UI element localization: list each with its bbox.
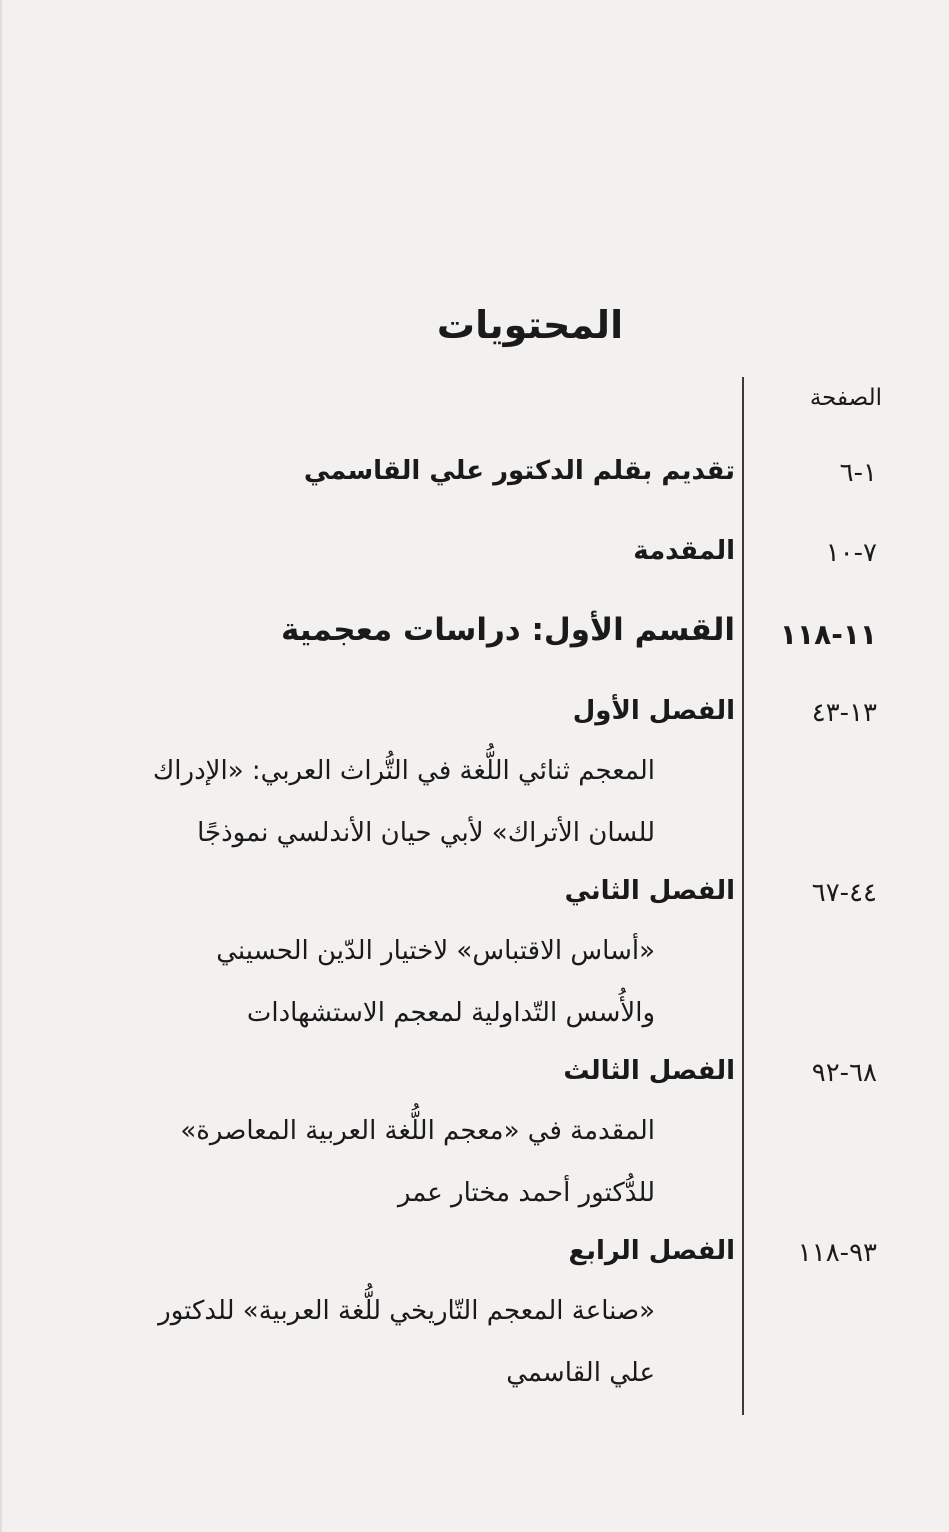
page-column-header: الصفحة [809, 385, 882, 411]
toc-part-title: القسم الأول: دراسات معجمية [280, 612, 735, 648]
toc-chapter-title: الفصل الثالث [563, 1056, 735, 1086]
subtitle-line: المقدمة في «معجم اللُّغة العربية المعاصرة» [180, 1116, 655, 1146]
toc-page-range: ٦٨-٩٢ [811, 1058, 877, 1088]
subtitle-line: علي القاسمي [506, 1358, 655, 1388]
toc-page-range: ٩٣-١١٨ [797, 1238, 877, 1268]
toc-entry-title: المقدمة [633, 536, 735, 566]
toc-chapter-subtitle [153, 740, 655, 864]
subtitle-line: المعجم ثنائي اللُّغة في التُّراث العربي: «الإدراك [152, 756, 655, 786]
page-title: المحتويات [436, 303, 624, 347]
column-divider [742, 377, 744, 1415]
toc-page-range: ١-٦ [839, 458, 877, 488]
toc-page-range: ١٣-٤٣ [811, 698, 877, 728]
toc-chapter-subtitle [216, 920, 655, 1044]
toc-chapter-title: الفصل الأول [572, 696, 735, 726]
toc-page-range: ٤٤-٦٧ [811, 878, 877, 908]
subtitle-line: للدُّكتور أحمد مختار عمر [397, 1178, 655, 1208]
toc-entry-title: تقديم بقلم الدكتور علي القاسمي [303, 456, 735, 486]
subtitle-line: «أساس الاقتباس» لاختيار الدّين الحسيني [216, 936, 655, 966]
scan-edge [0, 0, 3, 1532]
subtitle-line: «صناعة المعجم التّاريخي للُّغة العربية» للدكتور [158, 1296, 655, 1326]
toc-chapter-title: الفصل الرابع [568, 1236, 735, 1266]
toc-page-range: ١١-١١٨ [779, 618, 877, 651]
toc-chapter-title: الفصل الثاني [564, 876, 735, 906]
toc-chapter-subtitle [158, 1280, 655, 1404]
toc-page-range: ٧-١٠ [825, 538, 877, 568]
subtitle-line: والأُسس التّداولية لمعجم الاستشهادات [246, 998, 655, 1028]
toc-chapter-subtitle [180, 1100, 655, 1224]
subtitle-line: للسان الأتراك» لأبي حيان الأندلسي نموذجًا [197, 818, 655, 848]
